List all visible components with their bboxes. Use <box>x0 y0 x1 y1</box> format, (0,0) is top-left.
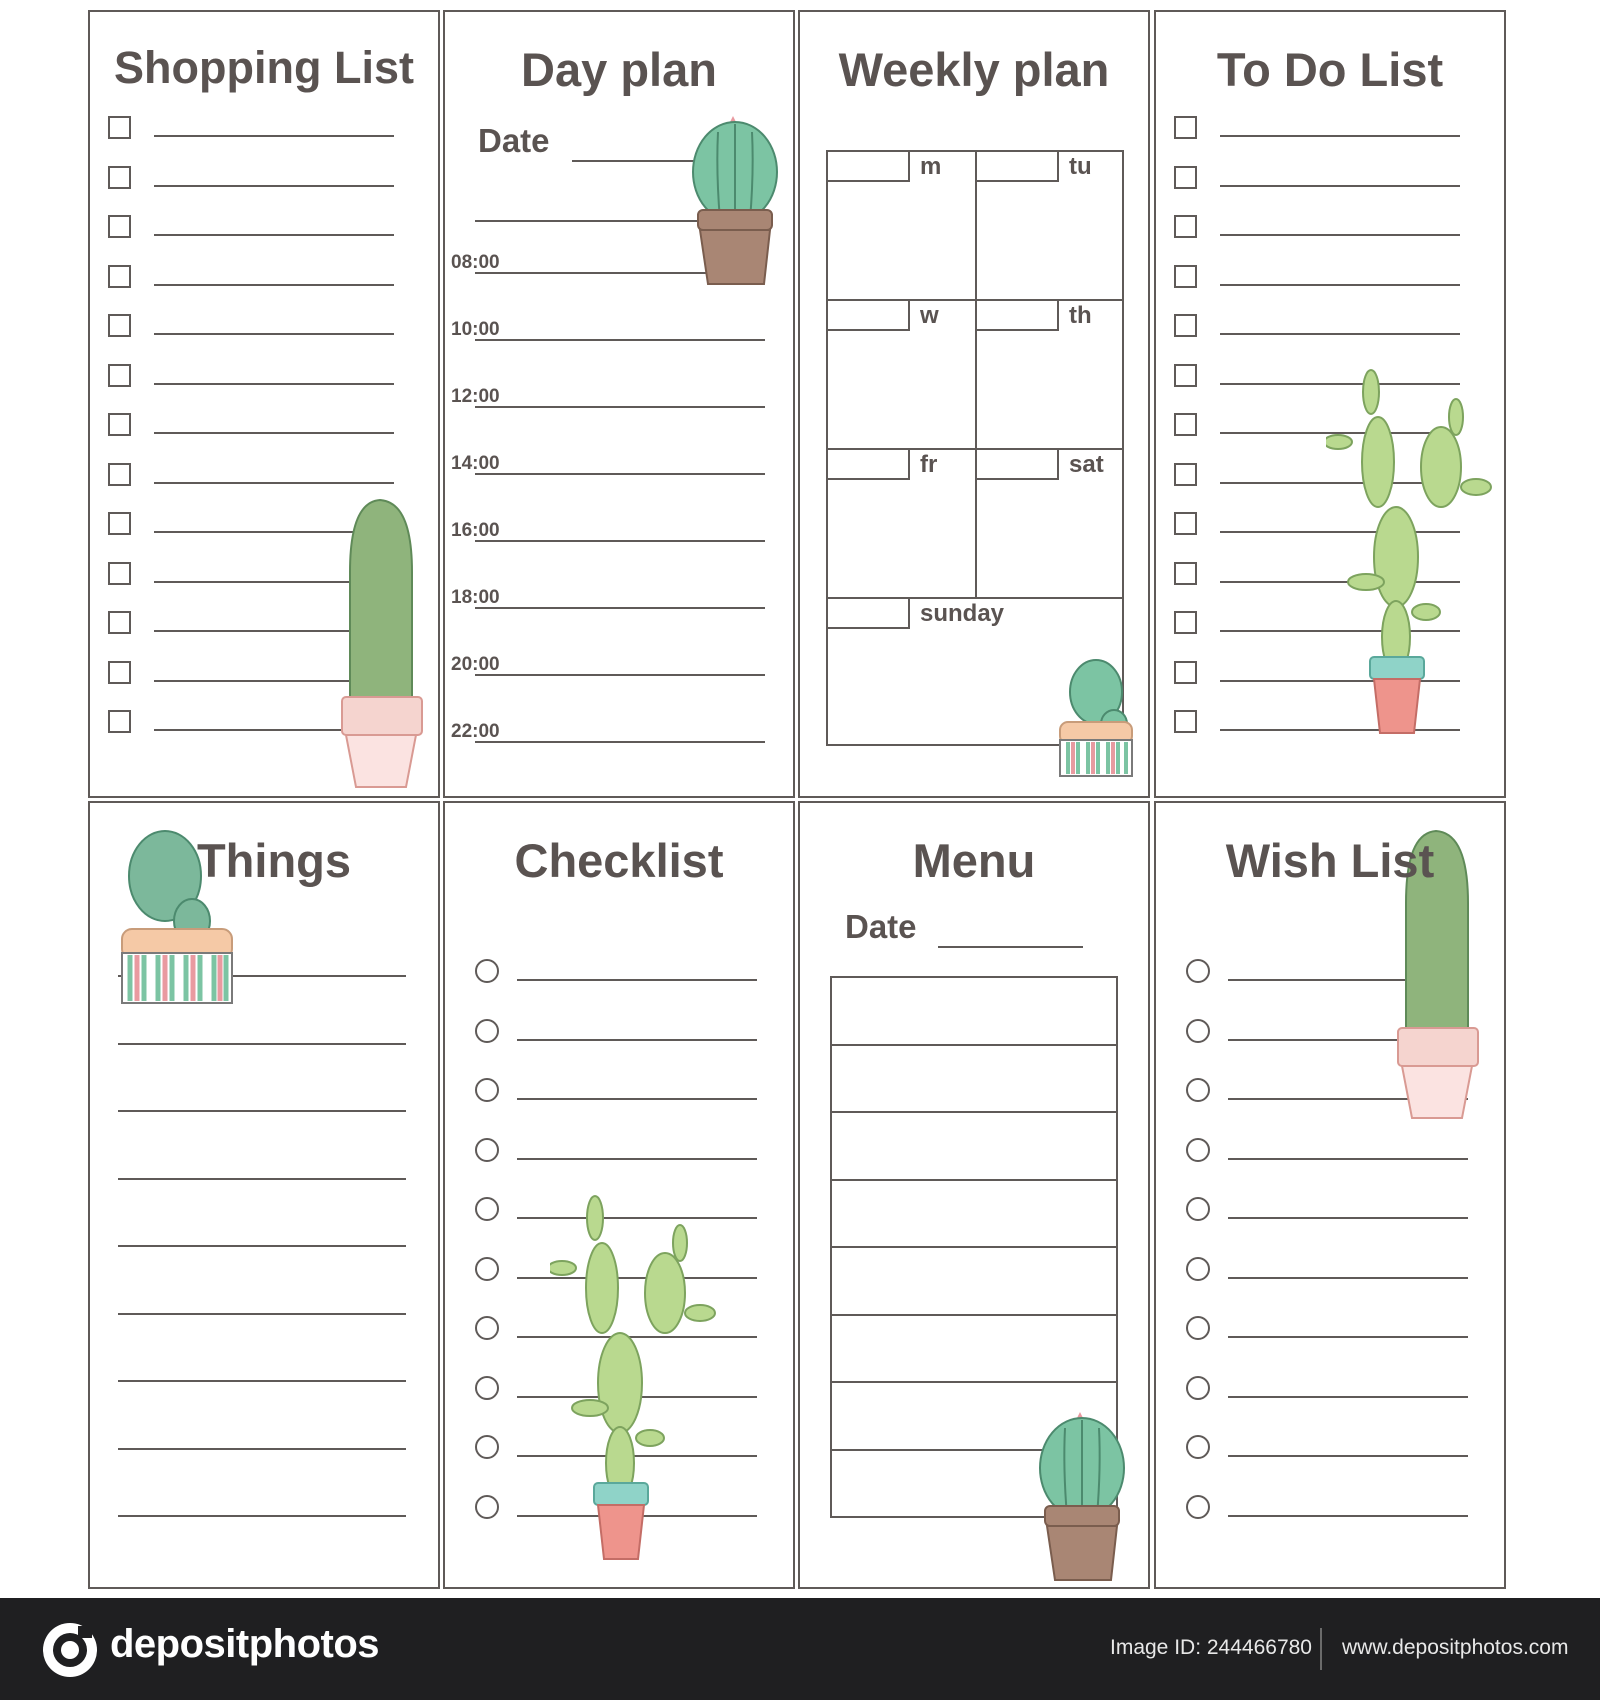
time-slot-line[interactable] <box>475 473 765 475</box>
list-item-line[interactable] <box>118 1448 406 1450</box>
cactus-illustration <box>550 1193 720 1573</box>
day-tag-box <box>975 150 1059 182</box>
list-item-line[interactable] <box>1228 1217 1468 1219</box>
list-item-line[interactable] <box>1220 284 1460 286</box>
day-label-sat: sat <box>1069 451 1104 478</box>
list-item-line[interactable] <box>118 1110 406 1112</box>
day-label-fr: fr <box>920 451 938 478</box>
list-item-line[interactable] <box>118 1043 406 1045</box>
day-label-w: w <box>920 302 939 329</box>
list-item-line[interactable] <box>154 284 394 286</box>
list-item-line[interactable] <box>1228 1336 1468 1338</box>
list-item-line[interactable] <box>1228 1277 1468 1279</box>
site-url[interactable]: www.depositphotos.com <box>1342 1636 1569 1659</box>
radio-circle-icon[interactable] <box>1186 1257 1210 1281</box>
list-item-line[interactable] <box>517 1039 757 1041</box>
time-slot-line[interactable] <box>475 607 765 609</box>
depositphotos-logo-icon <box>40 1620 100 1680</box>
day-tag-box <box>826 448 910 480</box>
menu-row-divider[interactable] <box>830 1381 1118 1383</box>
checkbox-icon[interactable] <box>1174 265 1197 288</box>
list-item-line[interactable] <box>154 383 394 385</box>
list-item-line[interactable] <box>154 135 394 137</box>
list-item-line[interactable] <box>1228 1396 1468 1398</box>
radio-circle-icon[interactable] <box>1186 1138 1210 1162</box>
radio-circle-icon[interactable] <box>475 1197 499 1221</box>
radio-circle-icon[interactable] <box>475 1257 499 1281</box>
checkbox-icon[interactable] <box>1174 661 1197 684</box>
day-plan-card <box>443 10 795 798</box>
time-slot-line[interactable] <box>475 674 765 676</box>
shopping-list-card <box>88 10 440 798</box>
wish-list-card <box>1154 801 1506 1589</box>
list-item-line[interactable] <box>1220 185 1460 187</box>
checkbox-icon[interactable] <box>108 611 131 634</box>
radio-circle-icon[interactable] <box>475 1019 499 1043</box>
time-label: 14:00 <box>451 453 500 474</box>
checkbox-icon[interactable] <box>108 314 131 337</box>
checkbox-icon[interactable] <box>108 562 131 585</box>
list-item-line[interactable] <box>118 1515 406 1517</box>
time-label: 16:00 <box>451 520 500 541</box>
radio-circle-icon[interactable] <box>1186 1316 1210 1340</box>
list-item-line[interactable] <box>154 185 394 187</box>
week-col-divider <box>975 150 977 597</box>
weekly-plan-card <box>798 10 1150 798</box>
checkbox-icon[interactable] <box>1174 512 1197 535</box>
list-item-line[interactable] <box>1220 333 1460 335</box>
menu-row-divider[interactable] <box>830 1044 1118 1046</box>
day-tag-box <box>826 597 910 629</box>
checklist-title: Checklist <box>514 834 724 887</box>
menu-card <box>798 801 1150 1589</box>
checklist-card <box>443 801 795 1589</box>
time-label: 12:00 <box>451 386 500 407</box>
checkbox-icon[interactable] <box>1174 314 1197 337</box>
checkbox-icon[interactable] <box>108 413 131 436</box>
menu-row-divider[interactable] <box>830 1314 1118 1316</box>
date-line <box>938 946 1083 948</box>
menu-row-divider[interactable] <box>830 1246 1118 1248</box>
time-label: 20:00 <box>451 654 500 675</box>
day-tag-box <box>975 448 1059 480</box>
day-label-m: m <box>920 153 942 180</box>
cactus-illustration <box>1056 652 1136 782</box>
todo-list-card <box>1154 10 1506 798</box>
list-item-line[interactable] <box>154 482 394 484</box>
checkbox-icon[interactable] <box>1174 116 1197 139</box>
radio-circle-icon[interactable] <box>1186 959 1210 983</box>
radio-circle-icon[interactable] <box>475 1495 499 1519</box>
time-label: 10:00 <box>451 319 500 340</box>
image-id: Image ID: 244466780 <box>1110 1636 1312 1659</box>
radio-circle-icon[interactable] <box>475 1376 499 1400</box>
radio-circle-icon[interactable] <box>475 959 499 983</box>
radio-circle-icon[interactable] <box>1186 1495 1210 1519</box>
wish-list-title: Wish List <box>1225 834 1435 887</box>
date-label: Date <box>845 908 917 945</box>
time-slot-line[interactable] <box>475 741 765 743</box>
checkbox-icon[interactable] <box>1174 215 1197 238</box>
list-item-line[interactable] <box>118 1245 406 1247</box>
footer-divider <box>1320 1628 1322 1670</box>
checkbox-icon[interactable] <box>1174 463 1197 486</box>
menu-row-divider[interactable] <box>830 1179 1118 1181</box>
radio-circle-icon[interactable] <box>475 1435 499 1459</box>
checkbox-icon[interactable] <box>108 215 131 238</box>
list-item-line[interactable] <box>154 333 394 335</box>
checkbox-icon[interactable] <box>1174 710 1197 733</box>
things-card <box>88 801 440 1589</box>
radio-circle-icon[interactable] <box>1186 1197 1210 1221</box>
list-item-line[interactable] <box>154 234 394 236</box>
time-slot-line[interactable] <box>475 339 765 341</box>
radio-circle-icon[interactable] <box>1186 1019 1210 1043</box>
list-item-line[interactable] <box>517 1158 757 1160</box>
radio-circle-icon[interactable] <box>475 1138 499 1162</box>
checkbox-icon[interactable] <box>108 661 131 684</box>
menu-row-divider[interactable] <box>830 1111 1118 1113</box>
radio-circle-icon[interactable] <box>475 1078 499 1102</box>
checkbox-icon[interactable] <box>1174 413 1197 436</box>
day-tag-box <box>826 150 910 182</box>
day-label-th: th <box>1069 302 1092 329</box>
list-item-line[interactable] <box>517 1098 757 1100</box>
list-item-line[interactable] <box>1228 1455 1468 1457</box>
list-item-line[interactable] <box>1228 1158 1468 1160</box>
brand-name: depositphotos <box>110 1622 380 1666</box>
day-label-sunday: sunday <box>920 600 1005 627</box>
checkbox-icon[interactable] <box>1174 166 1197 189</box>
things-title: Things <box>196 834 352 887</box>
day-label-tu: tu <box>1069 153 1092 180</box>
time-label: 08:00 <box>451 252 500 273</box>
day-tag-box <box>975 299 1059 331</box>
cactus-illustration <box>340 492 430 792</box>
shopping-list-title: Shopping List <box>114 42 414 93</box>
cactus-illustration <box>688 112 783 292</box>
watermark-footer <box>0 1598 1600 1700</box>
checkbox-icon[interactable] <box>1174 562 1197 585</box>
time-label: 22:00 <box>451 721 500 742</box>
list-item-line[interactable] <box>1228 1515 1468 1517</box>
checkbox-icon[interactable] <box>1174 611 1197 634</box>
list-item-line[interactable] <box>154 432 394 434</box>
weekly-plan-title: Weekly plan <box>838 43 1110 96</box>
radio-circle-icon[interactable] <box>475 1316 499 1340</box>
menu-title: Menu <box>912 834 1036 887</box>
day-plan-title: Day plan <box>521 43 717 96</box>
radio-circle-icon[interactable] <box>1186 1376 1210 1400</box>
checkbox-icon[interactable] <box>108 265 131 288</box>
list-item-line[interactable] <box>118 1380 406 1382</box>
list-item-line[interactable] <box>517 979 757 981</box>
checkbox-icon[interactable] <box>108 166 131 189</box>
checkbox-icon[interactable] <box>108 116 131 139</box>
checkbox-icon[interactable] <box>108 463 131 486</box>
day-tag-box <box>826 299 910 331</box>
list-item-line[interactable] <box>118 1313 406 1315</box>
cactus-illustration <box>1035 1408 1130 1588</box>
cactus-illustration <box>1326 367 1496 747</box>
time-slot-line[interactable] <box>475 540 765 542</box>
list-item-line[interactable] <box>1220 135 1460 137</box>
list-item-line[interactable] <box>118 1178 406 1180</box>
radio-circle-icon[interactable] <box>1186 1435 1210 1459</box>
time-label: 18:00 <box>451 587 500 608</box>
time-slot-line[interactable] <box>475 406 765 408</box>
checkbox-icon[interactable] <box>108 512 131 535</box>
checkbox-icon[interactable] <box>1174 364 1197 387</box>
todo-list-title: To Do List <box>1216 43 1444 96</box>
list-item-line[interactable] <box>1220 234 1460 236</box>
radio-circle-icon[interactable] <box>1186 1078 1210 1102</box>
checkbox-icon[interactable] <box>108 710 131 733</box>
checkbox-icon[interactable] <box>108 364 131 387</box>
date-label: Date <box>478 122 550 159</box>
